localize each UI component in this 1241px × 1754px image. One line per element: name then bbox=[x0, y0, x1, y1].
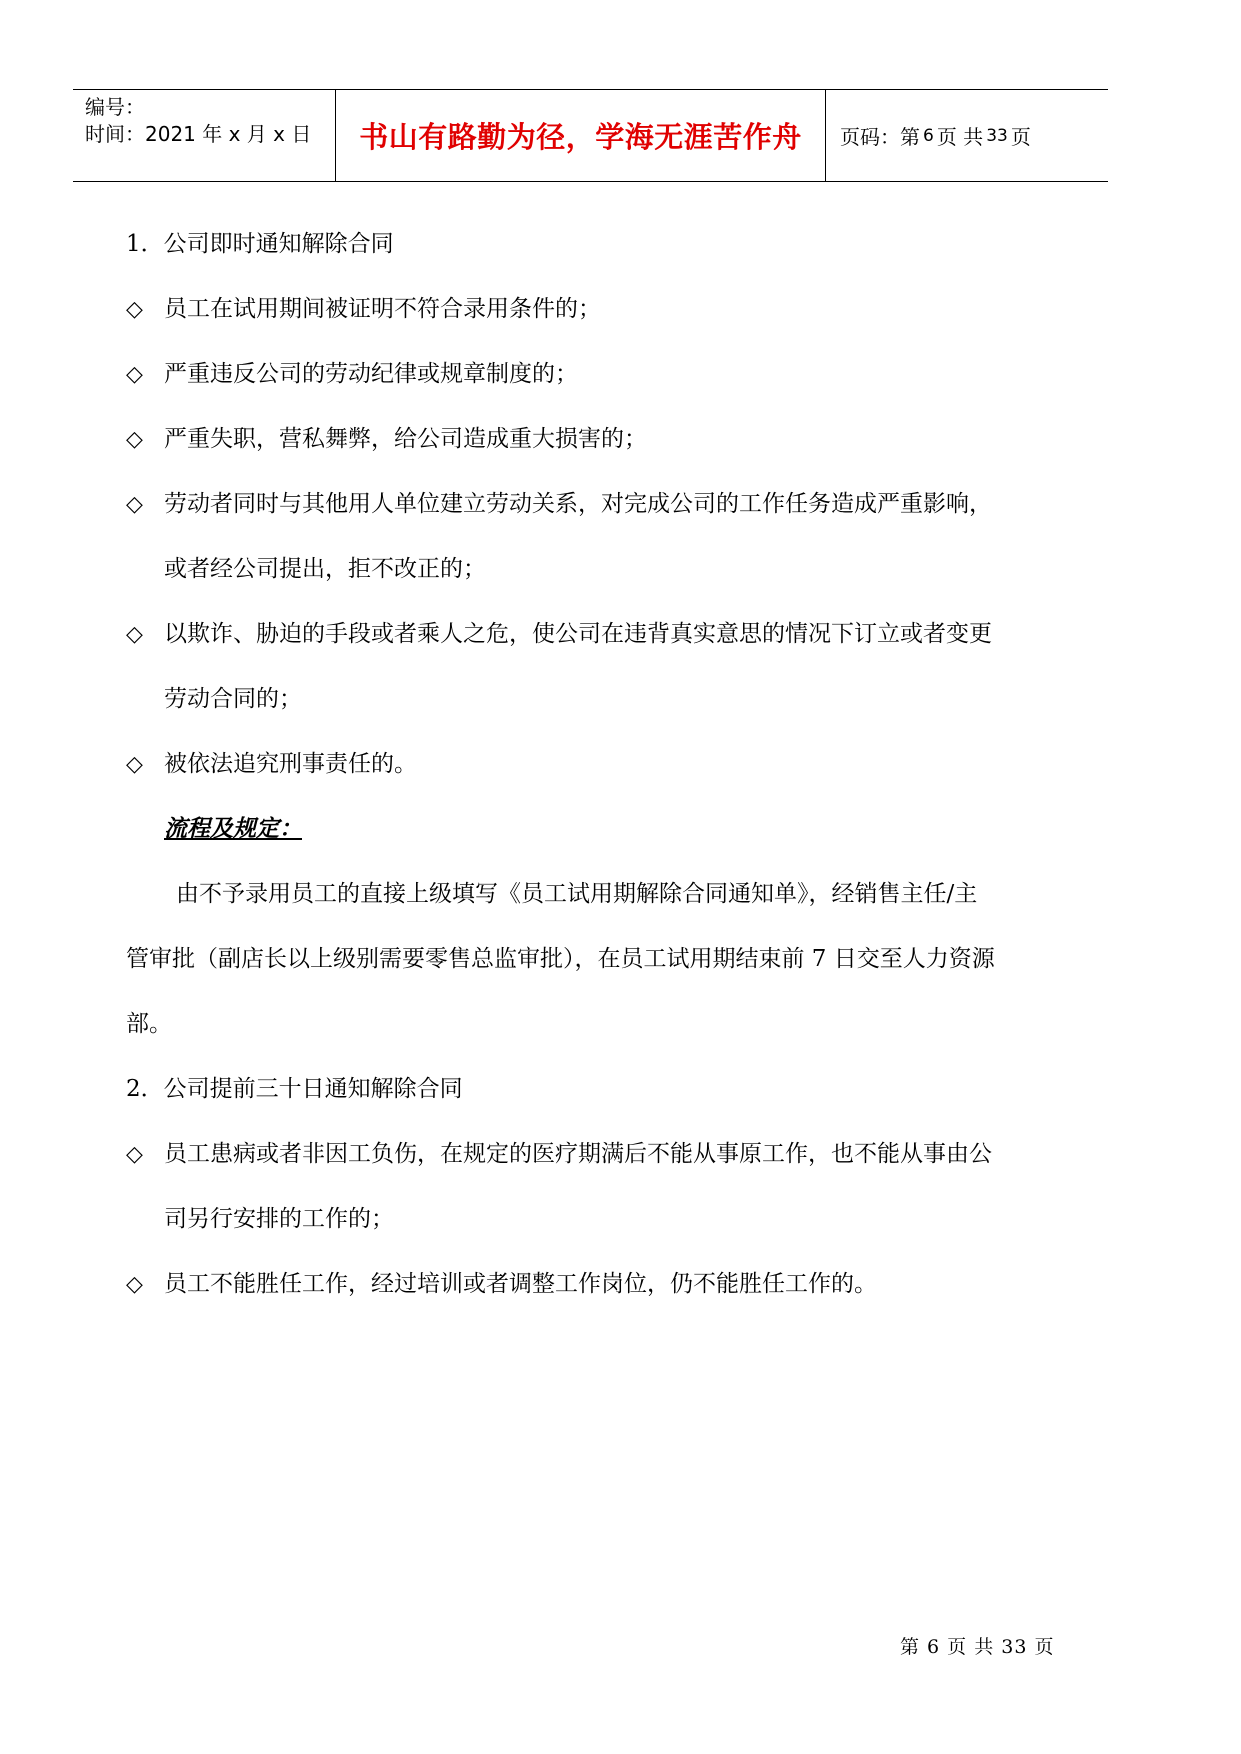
diamond-bullet-icon: ◇ bbox=[126, 622, 143, 647]
list-item: ◇ 严重失职，营私舞弊，给公司造成重大损害的； bbox=[126, 424, 647, 455]
list-item: ◇ 员工不能胜任工作，经过培训或者调整工作岗位，仍不能胜任工作的。 bbox=[126, 1269, 877, 1300]
list-item-continuation: 劳动合同的； bbox=[164, 686, 302, 712]
page-mid: 页 共 bbox=[936, 125, 984, 149]
page-total: 33 bbox=[986, 125, 1008, 146]
process-paragraph-line: 由不予录用员工的直接上级填写《员工试用期解除合同通知单》，经销售主任/主 bbox=[176, 881, 978, 907]
list-item: ◇ 员工在试用期间被证明不符合录用条件的； bbox=[126, 294, 601, 325]
header-meta bbox=[73, 90, 336, 181]
list-item: ◇ 劳动者同时与其他用人单位建立劳动关系，对完成公司的工作任务造成严重影响， bbox=[126, 489, 992, 520]
header-motto: 书山有路勤为径，学海无涯苦作舟 bbox=[336, 90, 826, 181]
page-suffix: 页 bbox=[1010, 125, 1031, 149]
page-footer: 第 6 页 共 33 页 bbox=[900, 1636, 1055, 1658]
diamond-bullet-icon: ◇ bbox=[126, 297, 143, 322]
process-paragraph-line: 部。 bbox=[126, 1011, 172, 1037]
section-1-title: 1．公司即时通知解除合同 bbox=[126, 231, 394, 257]
diamond-bullet-icon: ◇ bbox=[126, 427, 143, 452]
process-heading: 流程及规定： bbox=[164, 815, 302, 842]
diamond-bullet-icon: ◇ bbox=[126, 362, 143, 387]
list-item-continuation: 司另行安排的工作的； bbox=[164, 1206, 394, 1232]
section-2-title: 2．公司提前三十日通知解除合同 bbox=[126, 1076, 463, 1102]
list-item: ◇ 被依法追究刑事责任的。 bbox=[126, 749, 417, 780]
diamond-bullet-icon: ◇ bbox=[126, 492, 143, 517]
list-item-continuation: 或者经公司提出，拒不改正的； bbox=[164, 556, 486, 582]
time-label: 时间：2021 年 x 月 x 日 bbox=[85, 122, 312, 146]
header-page-number bbox=[826, 90, 1108, 181]
page-header bbox=[73, 89, 1108, 182]
page-current: 6 bbox=[923, 125, 934, 146]
list-item: ◇ 员工患病或者非因工负伤，在规定的医疗期满后不能从事原工作，也不能从事由公 bbox=[126, 1139, 992, 1170]
page-prefix: 页码：第 bbox=[840, 125, 920, 149]
serial-label: 编号： bbox=[85, 95, 145, 119]
diamond-bullet-icon: ◇ bbox=[126, 752, 143, 777]
list-item: ◇ 以欺诈、胁迫的手段或者乘人之危，使公司在违背真实意思的情况下订立或者变更 bbox=[126, 619, 992, 650]
diamond-bullet-icon: ◇ bbox=[126, 1142, 143, 1167]
list-item: ◇ 严重违反公司的劳动纪律或规章制度的； bbox=[126, 359, 578, 390]
process-paragraph-line: 管审批（副店长以上级别需要零售总监审批），在员工试用期结束前 7 日交至人力资源 bbox=[126, 946, 995, 972]
diamond-bullet-icon: ◇ bbox=[126, 1272, 143, 1297]
